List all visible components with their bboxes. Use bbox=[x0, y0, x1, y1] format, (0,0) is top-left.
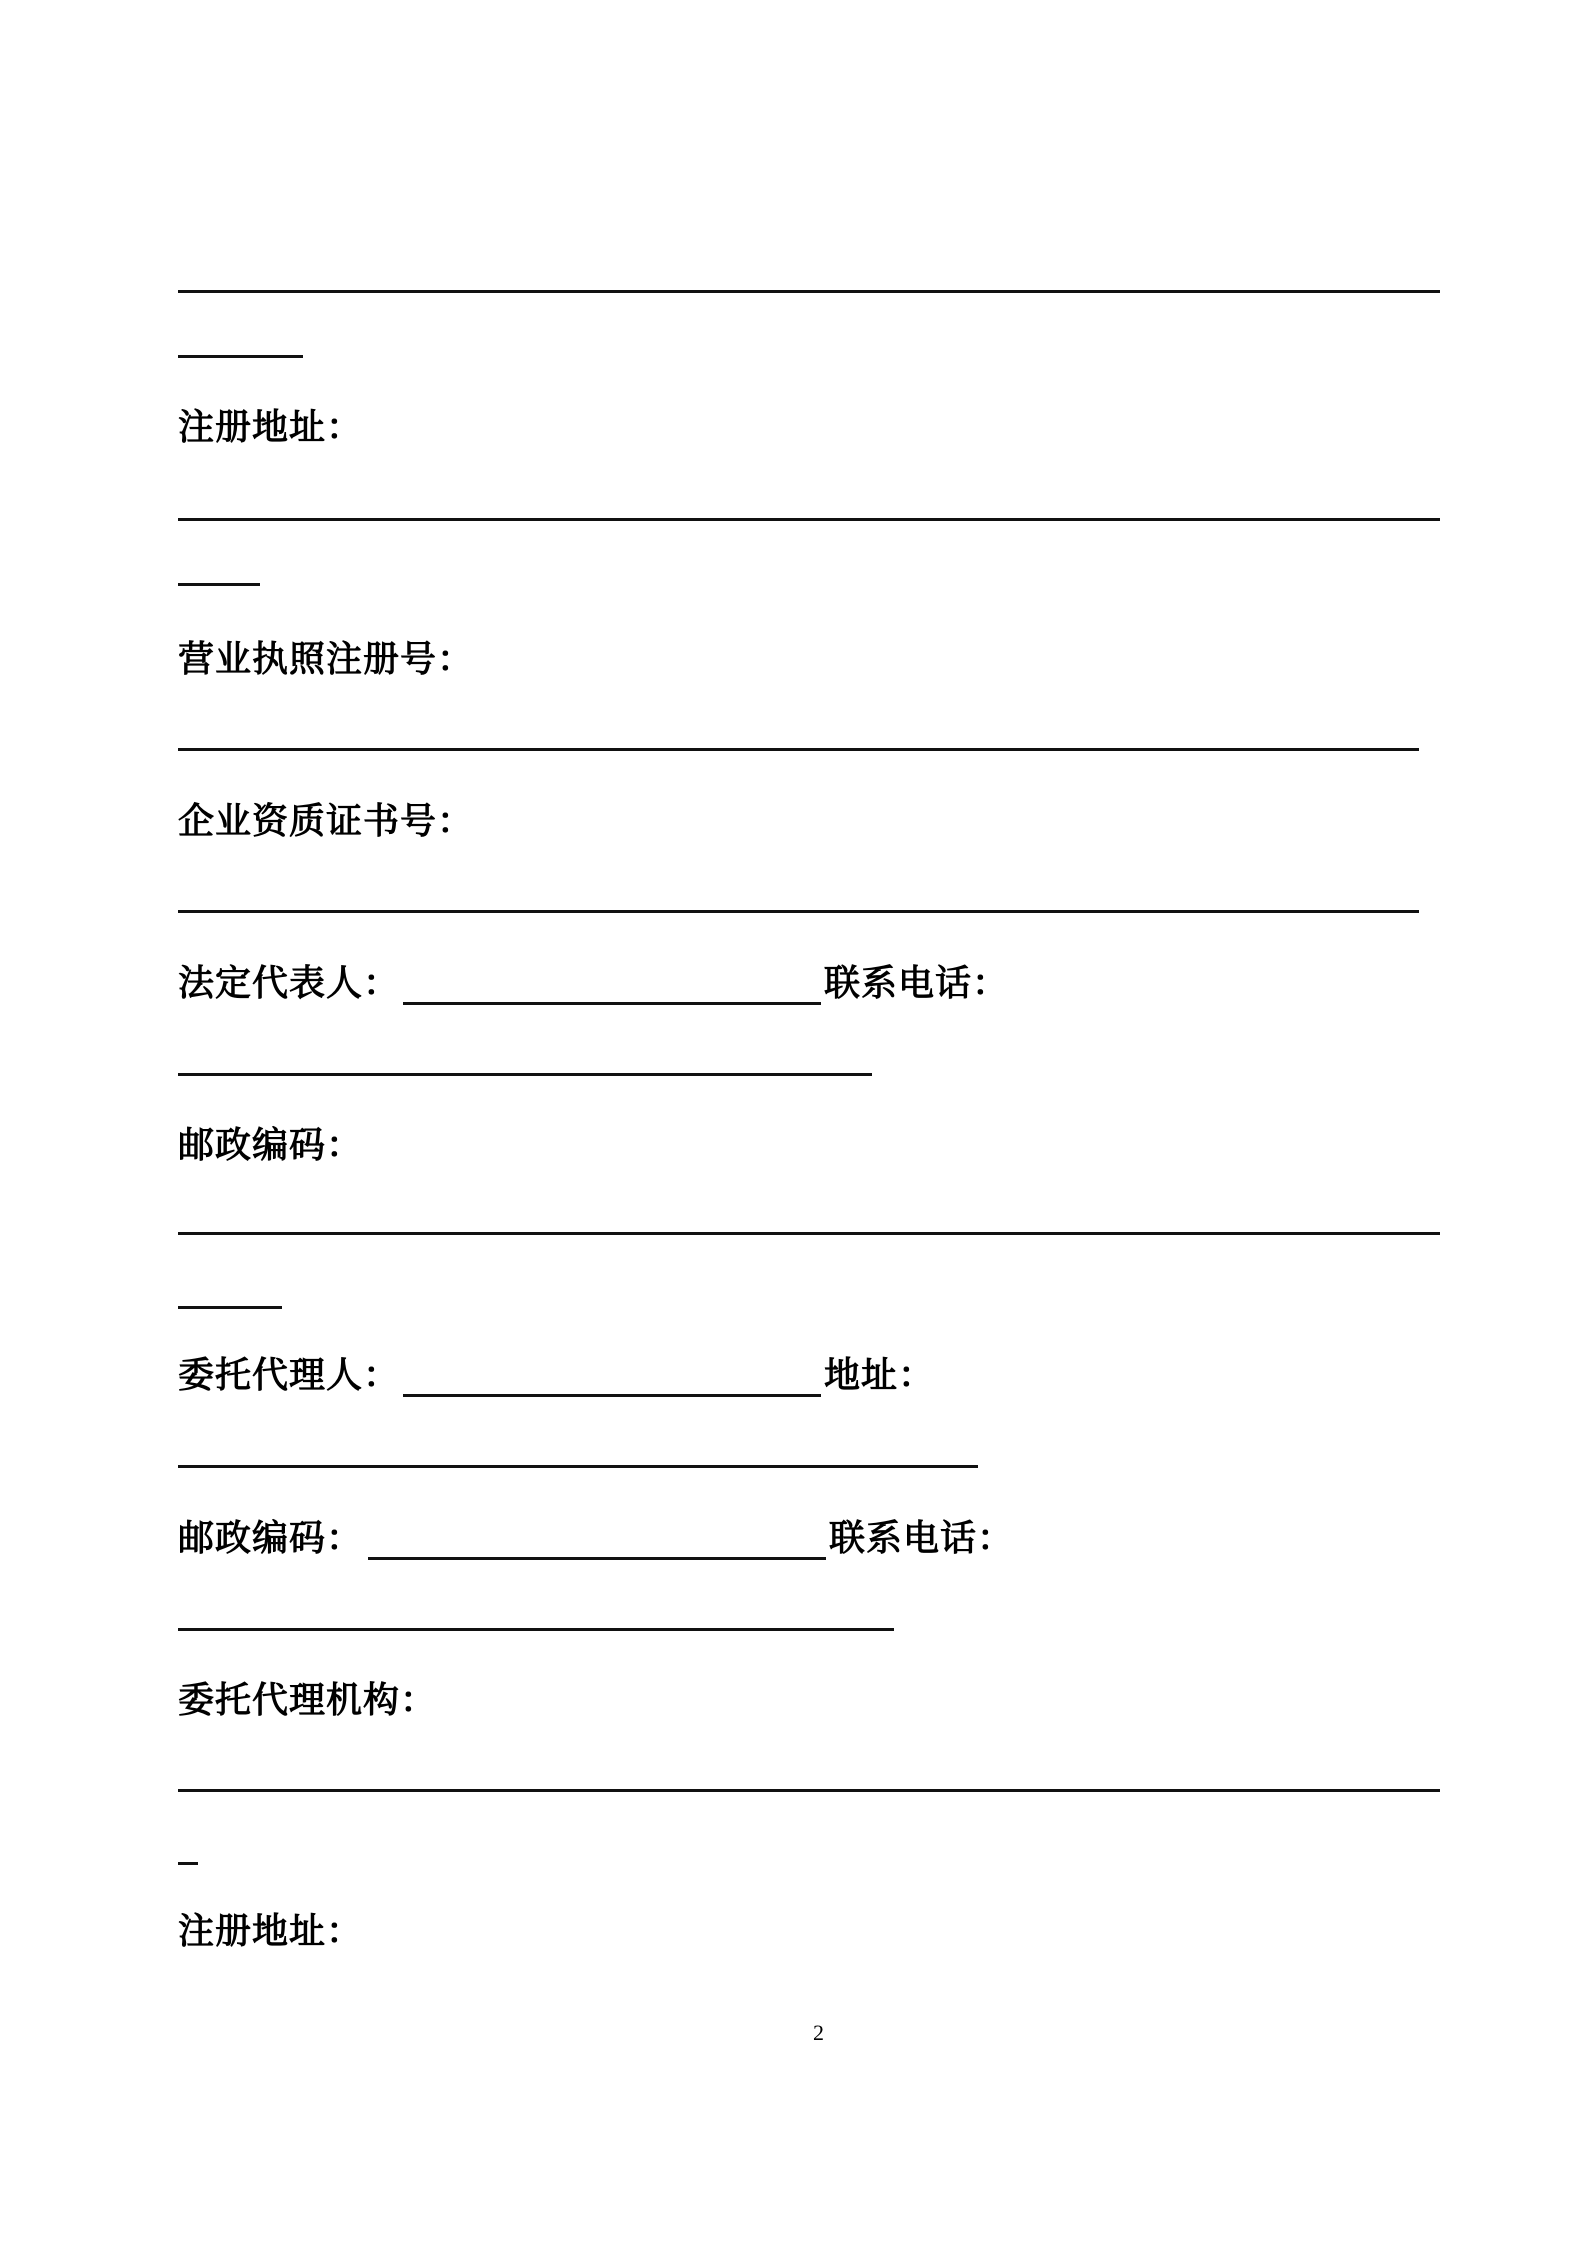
legal-rep-line[interactable] bbox=[403, 1002, 821, 1005]
license-no-line[interactable] bbox=[178, 748, 1419, 751]
agent-label: 委托代理人： bbox=[178, 1355, 401, 1396]
blank-line[interactable] bbox=[178, 290, 1440, 293]
phone-2-line[interactable] bbox=[178, 1628, 894, 1631]
phone-label: 联系电话： bbox=[824, 963, 1010, 1004]
reg-address-line-cont[interactable] bbox=[178, 583, 260, 586]
agent-line[interactable] bbox=[403, 1394, 821, 1397]
address-label: 地址： bbox=[824, 1355, 936, 1396]
postal-code-line-cont[interactable] bbox=[178, 1306, 282, 1309]
agency-label: 委托代理机构： bbox=[178, 1680, 438, 1721]
qualification-no-line[interactable] bbox=[178, 910, 1419, 913]
postal-code-2-label: 邮政编码： bbox=[178, 1518, 364, 1559]
reg-address-2-label: 注册地址： bbox=[178, 1911, 364, 1952]
legal-rep-label: 法定代表人： bbox=[178, 963, 401, 1004]
license-no-label: 营业执照注册号： bbox=[178, 639, 475, 680]
reg-address-line[interactable] bbox=[178, 518, 1440, 521]
postal-code-2-line[interactable] bbox=[368, 1557, 826, 1560]
phone-line[interactable] bbox=[178, 1073, 872, 1076]
postal-code-line[interactable] bbox=[178, 1232, 1440, 1235]
reg-address-label: 注册地址： bbox=[178, 407, 364, 448]
blank-line[interactable] bbox=[178, 355, 303, 358]
page-number: 2 bbox=[813, 2020, 824, 2045]
postal-code-label: 邮政编码： bbox=[178, 1125, 364, 1166]
agency-line[interactable] bbox=[178, 1789, 1440, 1792]
phone-2-label: 联系电话： bbox=[829, 1518, 1015, 1559]
address-line[interactable] bbox=[178, 1465, 978, 1468]
qualification-no-label: 企业资质证书号： bbox=[178, 801, 475, 842]
agency-line-cont[interactable] bbox=[178, 1862, 198, 1865]
